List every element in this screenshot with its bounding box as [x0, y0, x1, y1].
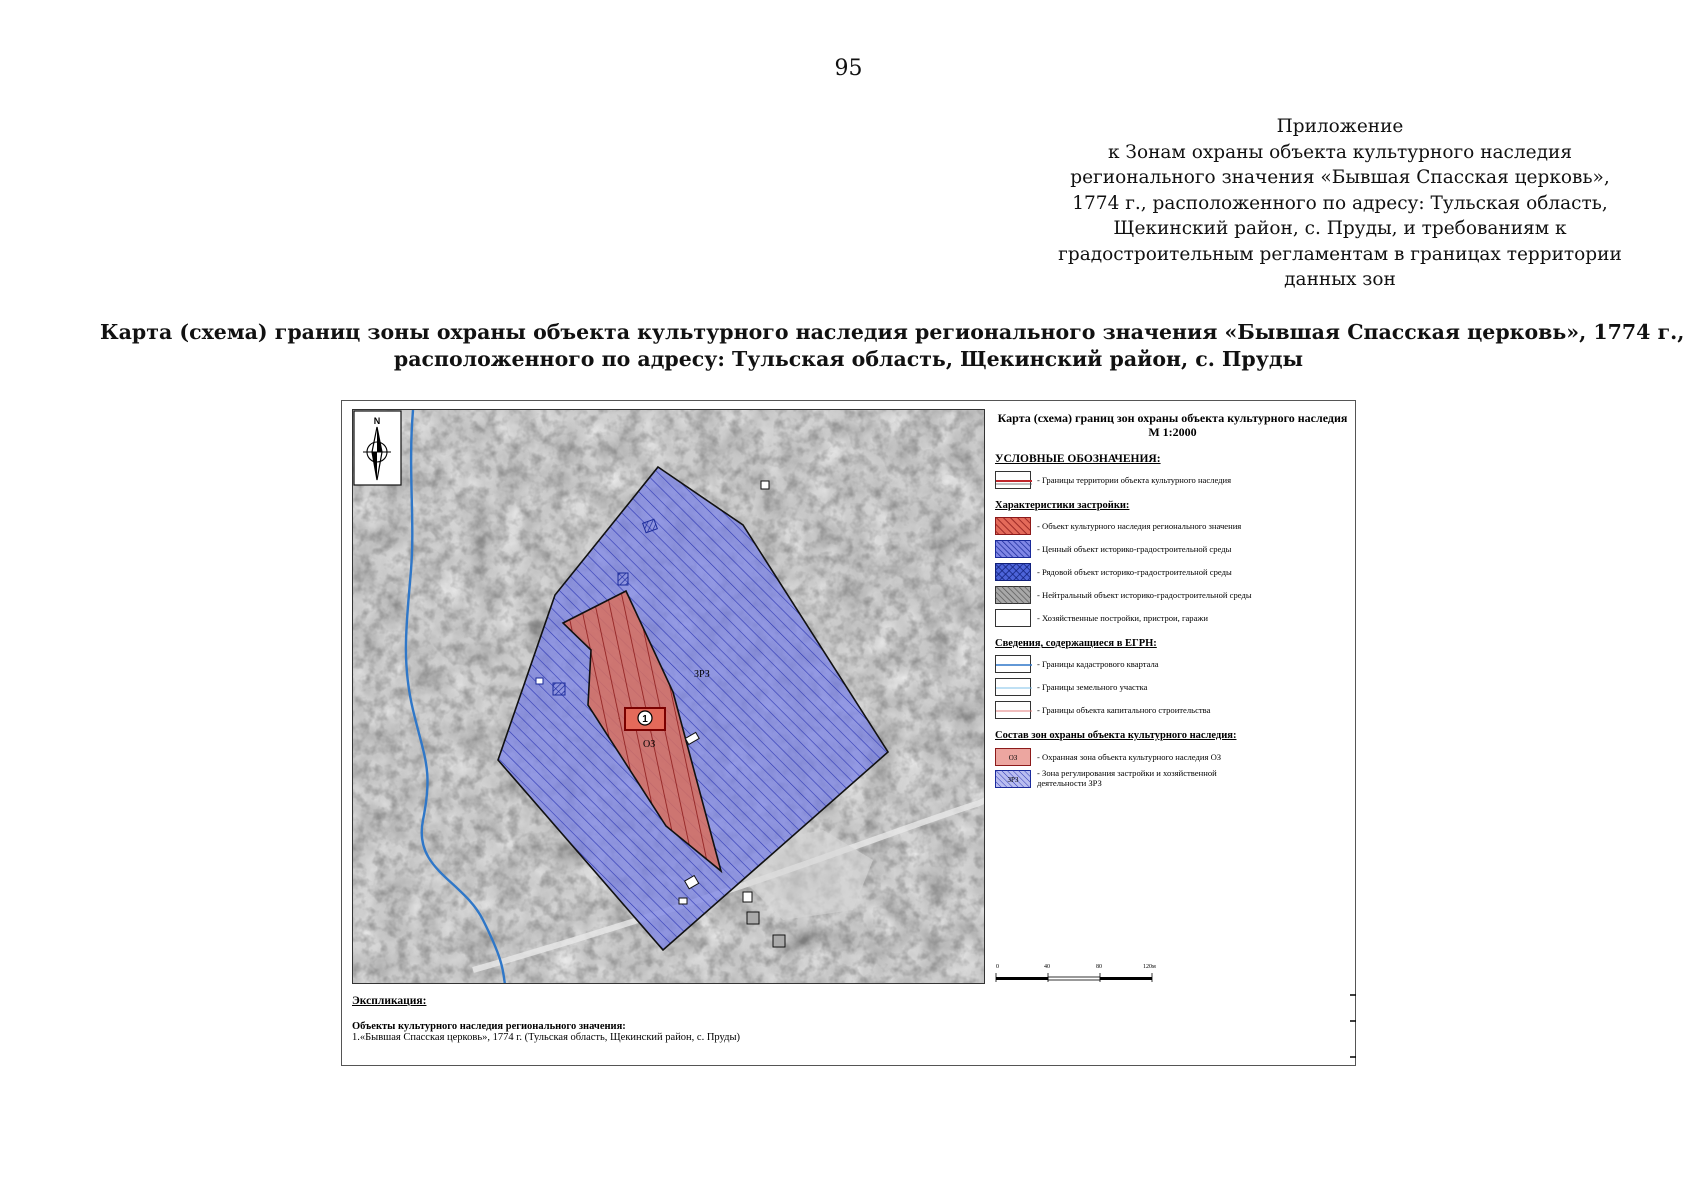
appendix-line: градостроительным регламентам в границах территории: [1058, 243, 1622, 265]
legend-item: [995, 768, 1350, 798]
legend-item: [995, 514, 1350, 537]
map-sheet: [341, 400, 1356, 1066]
scale-tick-label: 80: [1096, 964, 1102, 970]
heritage-object-swatch: [995, 517, 1031, 535]
zrz-zone-swatch: [995, 770, 1031, 788]
legend-section-heading: УСЛОВНЫЕ ОБОЗНАЧЕНИЯ:: [995, 453, 1161, 465]
legend-item-label: - Охранная зона объекта культурного наследия ОЗ: [1037, 751, 1222, 762]
territory-boundary-swatch: [995, 471, 1031, 489]
legend-item-label-line: - Зона регулирования застройки и хозяйственной: [1037, 768, 1217, 778]
page-number: 95: [834, 56, 863, 81]
explication: [352, 995, 1152, 1043]
legend-section-heading: Сведения, содержащиеся в ЕГРН:: [995, 638, 1157, 649]
appendix-line: Щекинский район, с. Пруды, и требованиям к: [1113, 218, 1567, 239]
oz-swatch-label: ОЗ: [1008, 753, 1018, 762]
legend-item-label: [1037, 768, 1217, 788]
legend-section-heading: Характеристики застройки:: [995, 500, 1130, 511]
outbuilding[interactable]: [743, 892, 752, 902]
legend-item: [995, 675, 1350, 698]
ordinary-object-swatch: [995, 563, 1031, 581]
legend-item: [995, 745, 1350, 768]
capital-object-swatch: [995, 701, 1031, 719]
document-title-line: расположенного по адресу: Тульская область, Щекинский район, с. Пруды: [393, 347, 1304, 371]
appendix-line: данных зон: [1284, 269, 1396, 290]
legend-item-label: - Границы земельного участка: [1037, 681, 1148, 692]
explication-item: 1.«Бывшая Спасская церковь», 1774 г. (Тульская область, Щекинский район, с. Пруды): [352, 1032, 741, 1043]
legend-item-label: - Хозяйственные постройки, пристрои, гаражи: [1037, 612, 1208, 623]
legend-title: Карта (схема) границ зон охраны объекта культурного наследия М 1:2000: [997, 411, 1348, 439]
explication-subheading: Объекты культурного наследия регионального значения:: [352, 1021, 626, 1032]
legend-item: [995, 698, 1350, 721]
cadastral-quarter-swatch: [995, 655, 1031, 673]
zrz-zone-label: ЗРЗ: [694, 669, 710, 680]
outbuilding[interactable]: [536, 678, 543, 684]
document-title: [100, 319, 1685, 373]
scale-segment: [996, 977, 1048, 980]
appendix-line: Приложение: [1276, 116, 1404, 137]
legend-item: [995, 652, 1350, 675]
valuable-object-swatch: [995, 540, 1031, 558]
explication-heading: Экспликация:: [352, 995, 427, 1007]
land-plot-swatch: [995, 678, 1031, 696]
legend-item: [995, 468, 1350, 491]
oz-zone-label: ОЗ: [643, 739, 656, 750]
sheet-edge-ticks: [1350, 991, 1356, 1061]
scale-bar: [995, 960, 1165, 984]
outbuildings-swatch: [995, 609, 1031, 627]
legend-item-label-line: деятельности ЗРЗ: [1037, 778, 1102, 788]
neutral-building[interactable]: [747, 912, 759, 924]
neutral-object-swatch: [995, 586, 1031, 604]
legend-item-label: - Нейтральный объект историко-градостроительной среды: [1037, 589, 1252, 600]
valuable-building[interactable]: [553, 683, 565, 695]
map-frame[interactable]: [352, 409, 985, 984]
zrz-swatch-label: ЗРЗ: [1007, 776, 1019, 784]
appendix-line: 1774 г., расположенного по адресу: Тульская область,: [1072, 192, 1608, 214]
scale-tick-label: 120м: [1143, 964, 1156, 970]
appendix-line: к Зонам охраны объекта культурного наследия: [1107, 141, 1573, 163]
legend-item: [995, 606, 1350, 629]
scale-segment: [1100, 977, 1152, 980]
legend-item-label: - Рядовой объект историко-градостроительной среды: [1037, 566, 1232, 577]
appendix-note: [1000, 114, 1680, 293]
document-title-line: Карта (схема) границ зоны охраны объекта культурного наследия регионального значения «Бывшая Спасская церковь», 1774 г.,: [100, 320, 1685, 344]
satellite-map[interactable]: [353, 410, 985, 984]
legend-item: [995, 537, 1350, 560]
neutral-building[interactable]: [773, 935, 785, 947]
legend-item-label: - Границы территории объекта культурного наследия: [1037, 474, 1232, 485]
legend-item-label: - Границы объекта капитального строительства: [1037, 704, 1211, 715]
legend-item-label: - Границы кадастрового квартала: [1037, 658, 1159, 669]
outbuilding[interactable]: [761, 481, 769, 489]
legend-item: [995, 560, 1350, 583]
outbuilding[interactable]: [679, 898, 687, 904]
oz-zone-swatch: [995, 748, 1031, 766]
valuable-building[interactable]: [618, 573, 628, 585]
legend-section-heading: Состав зон охраны объекта культурного наследия:: [995, 730, 1237, 741]
scale-segment: [1048, 977, 1100, 980]
legend-item-label: - Объект культурного наследия регионального значения: [1037, 520, 1242, 531]
scale-tick-label: 0: [996, 964, 999, 970]
legend-item: [995, 583, 1350, 606]
appendix-line: регионального значения «Бывшая Спасская церковь»,: [1070, 167, 1610, 188]
object-number-label: 1: [642, 714, 648, 725]
legend-item-label: - Ценный объект историко-градостроительной среды: [1037, 543, 1232, 554]
scale-tick-label: 40: [1044, 964, 1050, 970]
legend: [995, 409, 1350, 798]
north-arrow-label: N: [373, 416, 381, 426]
